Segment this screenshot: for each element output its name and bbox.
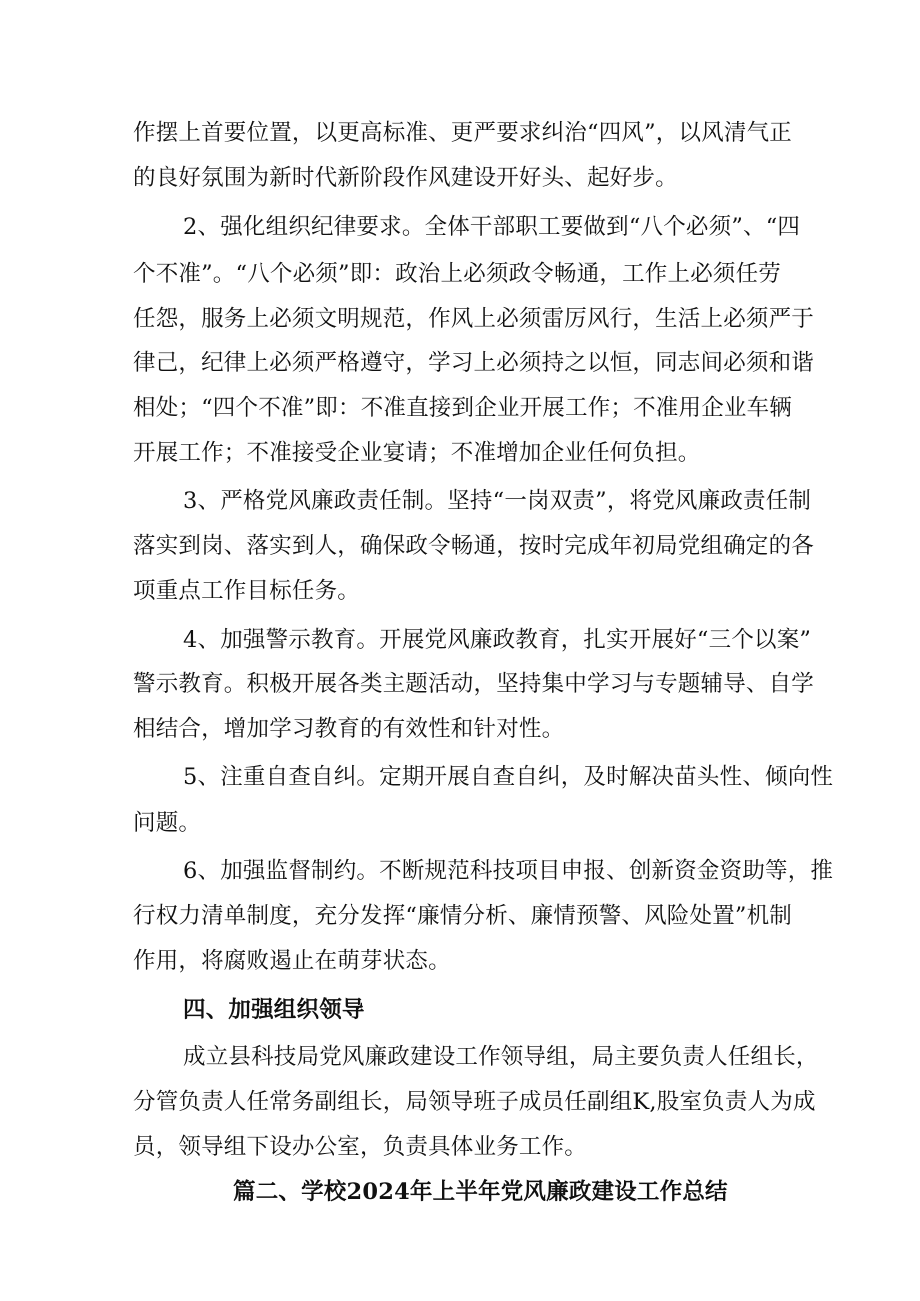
body-line-1: 作摆上首要位置，以更高标准、更严要求纠治“四风”，以风清气正 [133, 120, 793, 146]
body-line-6: 律己，纪律上必须严格遵守，学习上必须持之以恒，同志间必须和谐 [133, 350, 815, 376]
body-line-5: 任怨，服务上必须文明规范，作风上必须雷厉风行，生活上必须严于 [133, 306, 815, 332]
body-line-20: 成立县科技局党风廉政建设工作领导组，局主要负责人任组长， [183, 1044, 819, 1070]
body-line-2: 的良好氛围为新时代新阶段作风建设开好头、起好步。 [133, 165, 678, 191]
body-line-11: 项重点工作目标任务。 [133, 578, 361, 604]
body-line-15: 5、注重自查自纠。定期开展自查自纠，及时解决苗头性、倾向性 [183, 764, 834, 790]
body-line-21: 分管负责人任常务副组长，局领导班子成员任副组K,股室负责人为成 [133, 1089, 816, 1115]
body-line-4: 个不准”。“八个必须”即：政治上必须政令畅通，工作上必须任劳 [133, 261, 782, 287]
body-line-9: 3、严格党风廉政责任制。坚持“一岗双责”，将党风廉政责任制 [183, 488, 812, 514]
section-heading: 四、加强组织领导 [183, 997, 365, 1023]
body-line-13: 警示教育。积极开展各类主题活动，坚持集中学习与专题辅导、自学 [133, 671, 815, 697]
body-line-18: 行权力清单制度，充分发挥“廉情分析、廉情预警、风险处置”机制 [133, 903, 793, 929]
body-line-10: 落实到岗、落实到人，确保政令畅通，按时完成年初局党组确定的各 [133, 533, 815, 559]
chapter-title: 篇二、学校2024年上半年党风廉政建设工作总结 [233, 1179, 728, 1205]
body-line-16: 问题。 [133, 810, 202, 836]
body-line-3: 2、强化组织纪律要求。全体干部职工要做到“八个必须”、“四 [183, 214, 801, 240]
body-line-22: 员，领导组下设办公室，负责具体业务工作。 [133, 1134, 588, 1160]
body-line-8: 开展工作；不准接受企业宴请；不准增加企业任何负担。 [133, 440, 701, 466]
body-line-12: 4、加强警示教育。开展党风廉政教育，扎实开展好“三个以案” [183, 627, 812, 653]
body-line-7: 相处；“四个不准”即：不准直接到企业开展工作；不准用企业车辆 [133, 395, 793, 421]
body-line-17: 6、加强监督制约。不断规范科技项目申报、创新资金资助等，推 [183, 858, 834, 884]
body-line-14: 相结合，增加学习教育的有效性和针对性。 [133, 716, 565, 742]
body-line-19: 作用，将腐败遏止在萌芽状态。 [133, 948, 451, 974]
